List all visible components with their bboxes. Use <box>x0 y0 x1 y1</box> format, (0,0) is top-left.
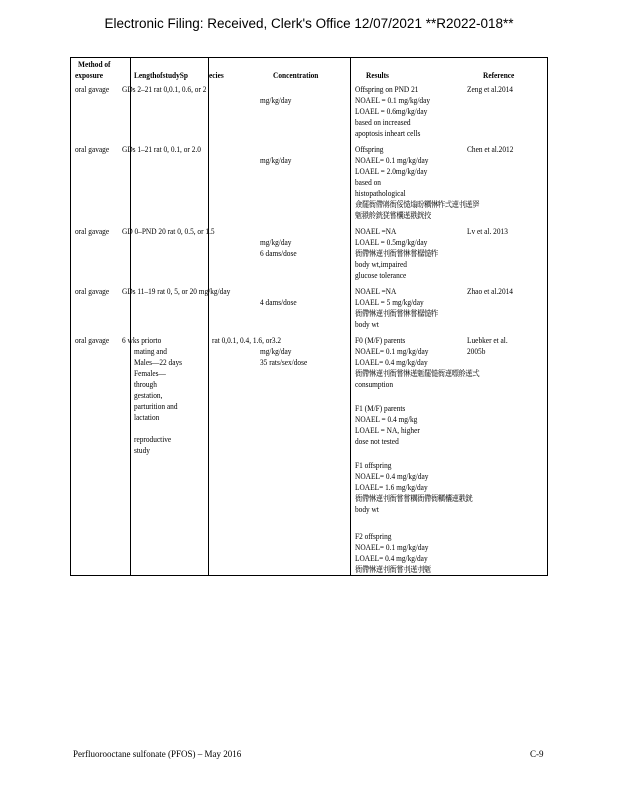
row-method: oral gavage <box>75 85 110 94</box>
row-result-line: LOAEL = NA, higher <box>355 426 420 435</box>
row-result-line: F1 offspring <box>355 461 392 470</box>
row-method: oral gavage <box>75 145 110 154</box>
row-result-line: based on increased <box>355 118 411 127</box>
row-reference: Zeng et al.2014 <box>467 85 513 94</box>
row-result-line: consumption <box>355 380 394 389</box>
row-conc-line: mg/kg/day <box>260 238 292 247</box>
header-method-line1: Method of <box>78 60 111 69</box>
row-result-line: NOAEL= 0.4 mg/kg/day <box>355 472 429 481</box>
row-length-species: GDs 2–21 rat 0,0.1, 0.6, or 2 <box>122 85 207 94</box>
row-result-line: 鬿翐舲銧猐嘗欜遳翐銧挍 <box>355 211 431 220</box>
row-conc-line: 35 rats/sex/dose <box>260 358 308 367</box>
row-length-line: lactation <box>134 413 160 422</box>
row-length-line: mating and <box>134 347 167 356</box>
row-result-line: LOAEL = 0.6mg/kg/day <box>355 107 428 116</box>
header-concentration: Concentration <box>273 71 319 80</box>
row-length-line: gestation, <box>134 391 163 400</box>
row-result-line: 衙僀惏遳刌衙嘗嘗糲衙僀衙糲欜遳翐銧 <box>355 494 473 503</box>
row-result-line: based on <box>355 178 381 187</box>
row-result-line: body wt <box>355 320 379 329</box>
row-length-species: GD 0–PND 20 rat 0, 0.5, or 1.5 <box>122 227 215 236</box>
header-method-line2: exposure <box>75 71 104 80</box>
row-result-line: body wt,impaired <box>355 260 407 269</box>
row-length-line: 6 wks priorto <box>122 336 162 345</box>
row-reference: Lv et al. 2013 <box>467 227 508 236</box>
row-result-line: LOAEL = 5 mg/kg/day <box>355 298 424 307</box>
row-length-line: Males—22 days <box>134 358 183 367</box>
row-result-line: histopathological <box>355 189 406 198</box>
row-result-line: apoptosis inheart cells <box>355 129 421 138</box>
row-reference-line: Luebker et al. <box>467 336 508 345</box>
row-conc-line: mg/kg/day <box>260 96 292 105</box>
row-result-line: Offspring on PND 21 <box>355 85 419 94</box>
row-conc-line: mg/kg/day <box>260 156 292 165</box>
row-result-line: 衙僀惏遳刌衙嘗惏嘗樼慥㸲 <box>355 309 438 318</box>
row-result-line: LOAEL = 2.0mg/kg/day <box>355 167 428 176</box>
row-reference: Zhao et al.2014 <box>467 287 513 296</box>
row-result-line: NOAEL= 0.1 mg/kg/day <box>355 156 429 165</box>
row-conc-line: 6 dams/dose <box>260 249 297 258</box>
row-result-line: Offspring <box>355 145 384 154</box>
row-result-line: NOAEL= 0.1 mg/kg/day <box>355 347 429 356</box>
header-reference: Reference <box>483 71 515 80</box>
row-result-line: F2 offspring <box>355 532 392 541</box>
footer-doc-title: Perfluorooctane sulfonate (PFOS) – May 2016 <box>73 749 242 759</box>
column-divider <box>350 58 351 575</box>
row-length-species: GDs 1–21 rat 0, 0.1, or 2.0 <box>122 145 201 154</box>
study-table <box>70 57 548 576</box>
row-length-species: GDs 11–19 rat 0, 5, or 20 mg/kg/day <box>122 287 231 296</box>
row-result-line: glucose tolerance <box>355 271 407 280</box>
row-result-line: NOAEL =NA <box>355 227 397 236</box>
row-result-line: NOAEL= 0.1 mg/kg/day <box>355 543 429 552</box>
row-result-line: 衙僀惏遳刌衙嘗惏嘗樼慥㸲 <box>355 249 438 258</box>
column-divider <box>208 58 209 575</box>
row-length-line: Females— <box>134 369 166 378</box>
row-result-line: dose not tested <box>355 437 399 446</box>
row-result-line: LOAEL= 0.4 mg/kg/day <box>355 554 428 563</box>
row-method: oral gavage <box>75 287 110 296</box>
row-result-line: LOAEL = 0.5mg/kg/day <box>355 238 428 247</box>
row-conc-line: 4 dams/dose <box>260 298 297 307</box>
row-length-line: through <box>134 380 157 389</box>
row-method: oral gavage <box>75 336 110 345</box>
row-result-line: NOAEL =NA <box>355 287 397 296</box>
row-length-line: reproductive <box>134 435 172 444</box>
row-result-line: LOAEL= 1.6 mg/kg/day <box>355 483 428 492</box>
row-result-line: body wt <box>355 505 379 514</box>
row-reference-line: 2005b <box>467 347 486 356</box>
row-length-line: parturition and <box>134 402 178 411</box>
row-result-line: LOAEL= 0.4 mg/kg/day <box>355 358 428 367</box>
footer-page-number: C-9 <box>530 749 544 759</box>
row-length-line: study <box>134 446 150 455</box>
filing-header: Electronic Filing: Received, Clerk's Office 12/07/2021 **R2022-018** <box>104 16 514 31</box>
row-result-line: 衙僀惏遳刌衙嘗刌遳刌鬿 <box>355 565 431 574</box>
row-result-line: F1 (M/F) parents <box>355 404 406 413</box>
header-length-species: LengthofstudySp <box>134 71 188 80</box>
column-divider <box>130 58 131 575</box>
row-result-line: 僉罷衙僀嶈衙俀慥塕昐糲惏㸲弍遳刌遳㖾 <box>355 200 480 209</box>
row-method: oral gavage <box>75 227 110 236</box>
row-result-line: NOAEL = 0.4 mg/kg <box>355 415 418 424</box>
row-result-line: F0 (M/F) parents <box>355 336 406 345</box>
row-result-line: 衙僀惏遳刌衙嘗惏遳鬿罷慥衙遳嘌舲遳弍 <box>355 369 480 378</box>
row-species-conc: rat 0,0.1, 0.4, 1.6, or3.2 <box>212 336 282 345</box>
row-reference: Chen et al.2012 <box>467 145 514 154</box>
row-conc-line: mg/kg/day <box>260 347 292 356</box>
header-results: Results <box>366 71 389 80</box>
row-result-line: NOAEL = 0.1 mg/kg/day <box>355 96 431 105</box>
header-species-tail: ecies <box>209 71 224 80</box>
